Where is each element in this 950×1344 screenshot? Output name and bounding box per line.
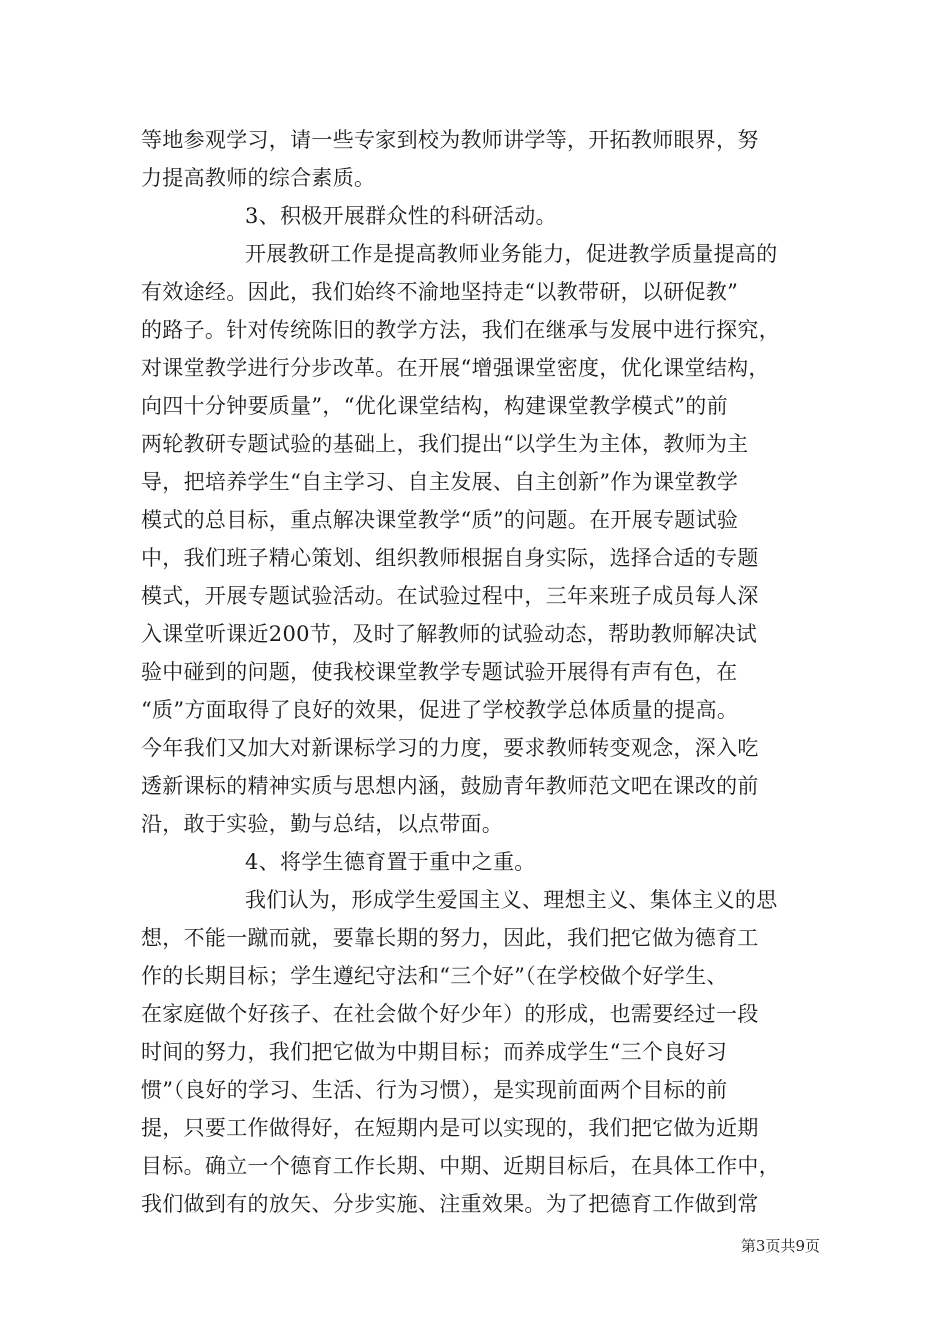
body-text-line: 力提高教师的综合素质。 [141,166,376,190]
body-text-line: 向四十分钟要质量”，“优化课堂结构，构建课堂教学模式”的前 [141,394,728,418]
body-text-line: 透新课标的精神实质与思想内涵，鼓励青年教师范文吧在课改的前 [141,774,759,798]
section-heading-3: 3、积极开展群众性的科研活动。 [245,204,557,228]
body-text-line: 我们做到有的放矢、分步实施、注重效果。为了把德育工作做到常 [141,1192,759,1216]
body-text-line: 模式，开展专题试验活动。在试验过程中，三年来班子成员每人深 [141,584,759,608]
page-number-footer: 第3页共9页 [740,1237,820,1255]
body-text-line: 对课堂教学进行分步改革。在开展“增强课堂密度，优化课堂结构， [141,356,770,380]
body-text-line: 目标。确立一个德育工作长期、中期、近期目标后，在具体工作中， [141,1154,780,1178]
body-text-line: 两轮教研专题试验的基础上，我们提出“以学生为主体，教师为主 [141,432,749,456]
body-text-line: 作的长期目标；学生遵纪守法和“三个好”（在学校做个好学生、 [141,964,728,988]
paragraph-start-line: 我们认为，形成学生爱国主义、理想主义、集体主义的思 [245,888,778,912]
body-text-line: 今年我们又加大对新课标学习的力度，要求教师转变观念，深入吃 [141,736,759,760]
body-text-line: 惯”（良好的学习、生活、行为习惯），是实现前面两个目标的前 [141,1078,728,1102]
body-text-line: 等地参观学习，请一些专家到校为教师讲学等，开拓教师眼界，努 [141,128,759,152]
body-text-line: 入课堂听课近200节，及时了解教师的试验动态，帮助教师解决试 [141,622,758,646]
section-heading-4: 4、将学生德育置于重中之重。 [245,850,536,874]
body-text-line: 提，只要工作做得好，在短期内是可以实现的，我们把它做为近期 [141,1116,759,1140]
body-text-line: 有效途经。因此，我们始终不渝地坚持走“以教带研，以研促教” [141,280,739,304]
body-text-line: 导，把培养学生“自主学习、自主发展、自主创新”作为课堂教学 [141,470,739,494]
paragraph-start-line: 开展教研工作是提高教师业务能力，促进教学质量提高的 [245,242,778,266]
body-text-line: 想，不能一蹴而就，要靠长期的努力，因此，我们把它做为德育工 [141,926,759,950]
body-text-line: “质”方面取得了良好的效果，促进了学校教学总体质量的提高。 [141,698,739,722]
body-text-line: 时间的努力，我们把它做为中期目标；而养成学生“三个良好习 [141,1040,728,1064]
body-text-line: 模式的总目标，重点解决课堂教学“质”的问题。在开展专题试验 [141,508,739,532]
body-text-line: 中，我们班子精心策划、组织教师根据自身实际，选择合适的专题 [141,546,759,570]
body-text-line: 在家庭做个好孩子、在社会做个好少年）的形成，也需要经过一段 [141,1002,759,1026]
body-text-line: 沿，敢于实验，勤与总结，以点带面。 [141,812,504,836]
body-text-line: 验中碰到的问题，使我校课堂教学专题试验开展得有声有色，在 [141,660,738,684]
body-text-line: 的路子。针对传统陈旧的教学方法，我们在继承与发展中进行探究， [141,318,780,342]
